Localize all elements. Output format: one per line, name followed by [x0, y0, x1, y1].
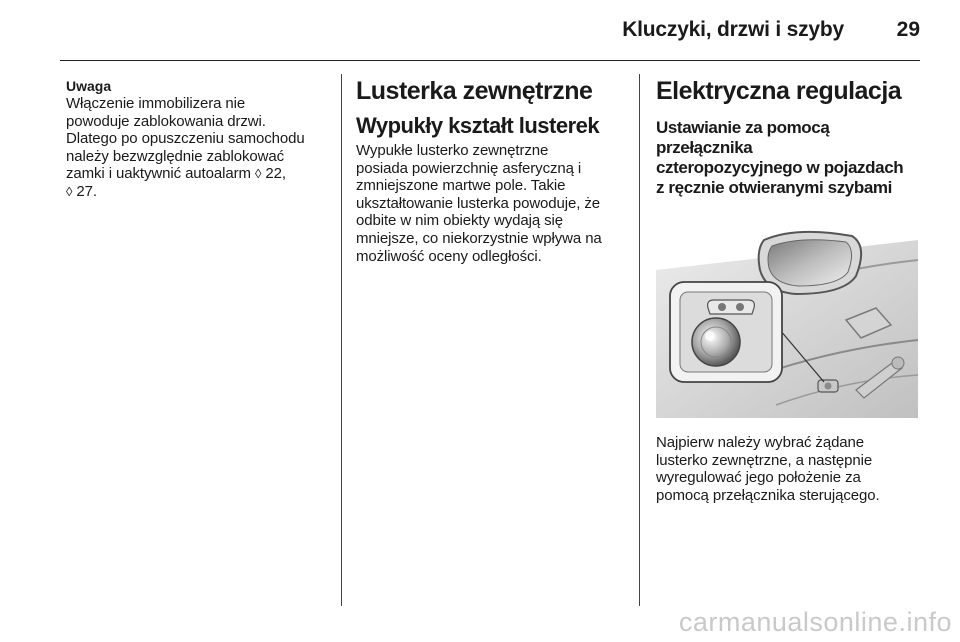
section-heading: Lusterka zewnętrzne: [356, 77, 593, 105]
note-line-text: zamki i uaktywnić autoalarm: [66, 165, 251, 183]
column-divider: [341, 74, 342, 606]
page-reference-icon: ◊: [66, 183, 73, 199]
subsection-heading-line: z ręcznie otwieranymi szybami: [656, 178, 892, 197]
page-reference-icon: ◊: [254, 166, 262, 182]
electric-adjustment-column: [656, 78, 926, 198]
header-rule: [60, 60, 920, 61]
instruction-paragraph: [656, 434, 926, 504]
page-reference-link[interactable]: 22,: [265, 165, 286, 183]
section-heading: Elektryczna regulacja: [656, 77, 902, 105]
subsection-heading: Wypukły kształt lusterek: [356, 113, 600, 138]
subsection-heading-line: czteropozycyjnego w pojazdach: [656, 158, 904, 177]
paragraph-line: możliwość oceny odległości.: [356, 247, 542, 265]
paragraph-line: wyregulować jego położenie za: [656, 469, 861, 487]
paragraph-line: Najpierw należy wybrać żądane: [656, 434, 865, 451]
watermark: carmanualsonline.info: [678, 607, 952, 637]
mirrors-column: [356, 78, 626, 265]
paragraph-line: odbite w nim obiekty wydają się: [356, 212, 564, 230]
paragraph-line: zmniejszone martwe pole. Takie: [356, 177, 566, 195]
paragraph-line: ukształtowanie lusterka powoduje, że: [356, 194, 601, 212]
mirror-switch-illustration: [656, 230, 918, 418]
page-reference-link[interactable]: 27.: [76, 182, 97, 200]
paragraph-line: mniejsze, co niekorzystnie wpływa na: [356, 229, 602, 247]
note-line: należy bezwzględnie zablokować: [66, 147, 284, 165]
note-line: [66, 165, 330, 183]
page-header: [0, 0, 960, 62]
subsection-heading-line: Ustawianie za pomocą: [656, 118, 830, 137]
note-line: Dlatego po opuszczeniu samochodu: [66, 130, 305, 148]
note-column: [66, 78, 330, 201]
note-title: Uwaga: [66, 78, 112, 94]
note-line: powoduje zablokowania drzwi.: [66, 112, 266, 130]
note-line: Włączenie immobilizera nie: [66, 95, 246, 112]
paragraph-line: posiada powierzchnię asferyczną i: [356, 159, 582, 177]
paragraph-line: lusterko zewnętrzne, a następnie: [656, 451, 873, 469]
paragraph-line: pomocą przełącznika sterującego.: [656, 486, 880, 504]
column-divider: [639, 74, 640, 606]
running-title: Kluczyki, drzwi i szyby: [622, 18, 844, 41]
paragraph-line: Wypukłe lusterko zewnętrzne: [356, 142, 549, 159]
note-line: [66, 183, 330, 201]
page-number: 29: [896, 18, 920, 41]
subsection-heading-line: przełącznika: [656, 138, 753, 157]
